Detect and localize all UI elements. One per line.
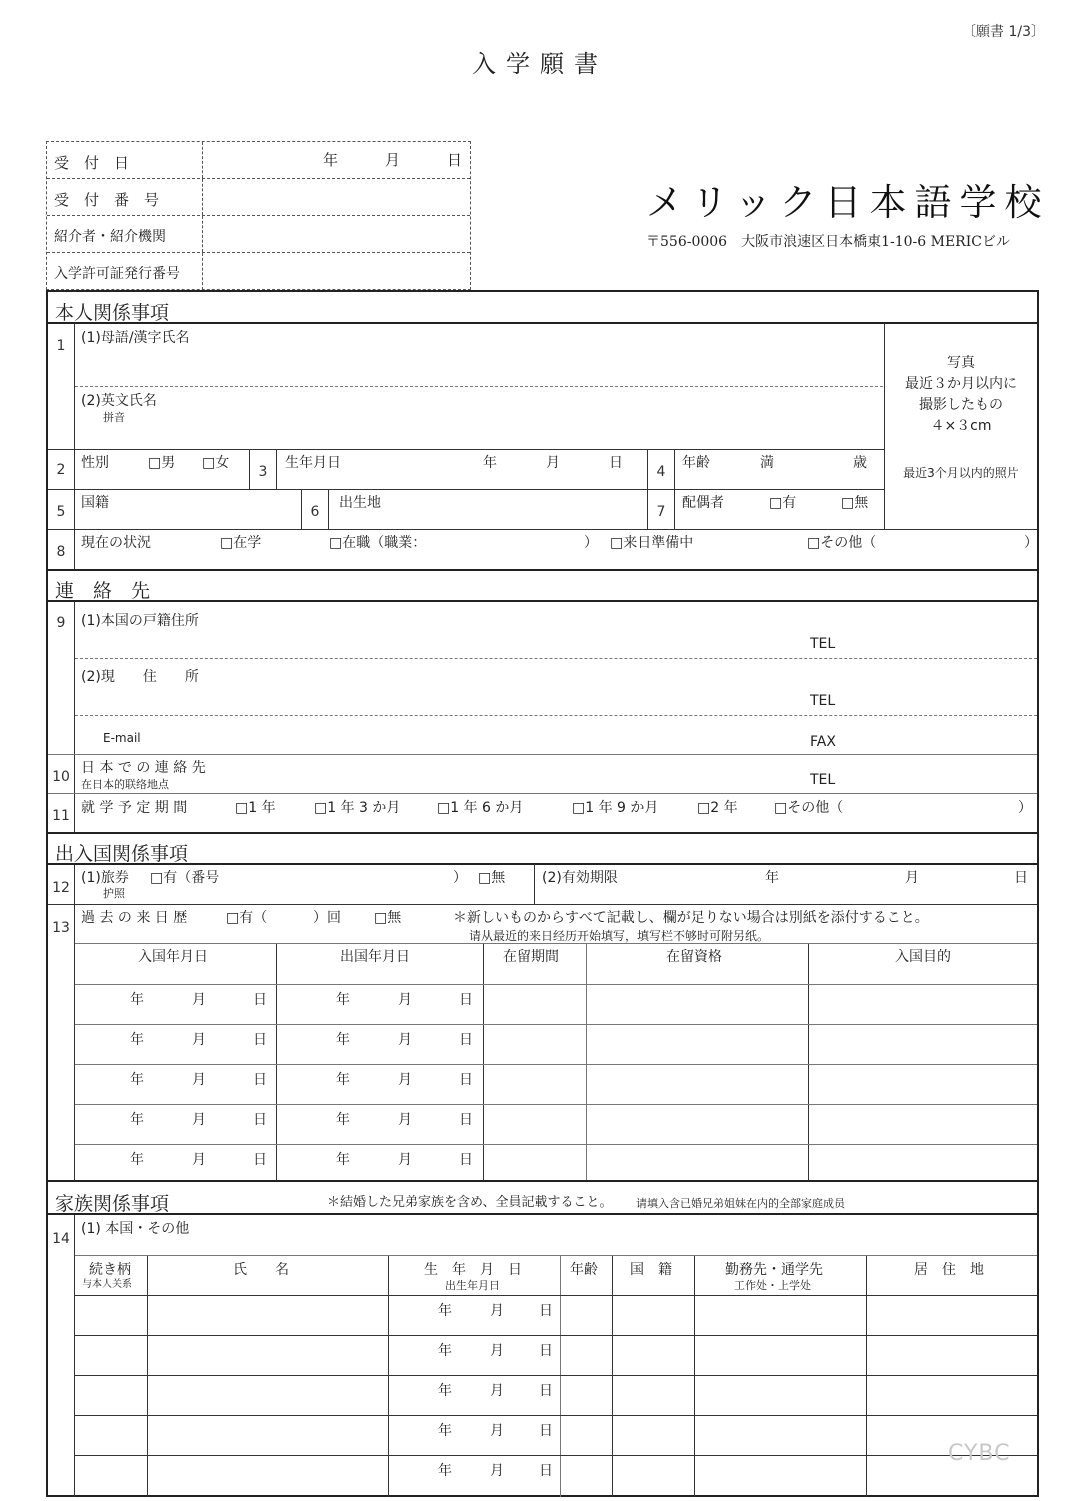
family-dob-month[interactable]: 月 (490, 1303, 504, 1319)
passport-expiry-day[interactable]: 日 (1014, 870, 1028, 886)
row-number-10: 10 (52, 769, 70, 785)
visit-entry-year[interactable]: 年 (130, 1152, 144, 1168)
row-number-4: 4 (656, 464, 666, 480)
reception-date-label: 受 付 日 (47, 142, 203, 178)
visits-header-period: 在留期間 (503, 949, 559, 965)
section-immigration-title: 出入国関係事項 (55, 843, 189, 865)
age-label: 年齢 (682, 455, 710, 471)
family-dob-year[interactable]: 年 (438, 1383, 452, 1399)
visit-entry-month[interactable]: 月 (192, 1032, 206, 1048)
page-indicator: 〔願書 1/3〕 (962, 24, 1045, 40)
native-name-label: (1)母語/漢字氏名 (81, 330, 190, 346)
email-field[interactable] (148, 720, 798, 753)
current-status-label: 現在の状況 (81, 535, 151, 551)
family-note-cn: 请填入含已婚兄弟姐妹在内的全部家庭成员 (636, 1197, 845, 1210)
family-dob-month[interactable]: 月 (490, 1463, 504, 1479)
spouse-no-checkbox[interactable]: □ 無 (841, 496, 868, 510)
visits-header-purpose: 入国目的 (895, 949, 951, 965)
past-visits-none-checkbox[interactable]: □ 無 (374, 911, 401, 925)
passport-has-checkbox[interactable]: □ 有（番号 (150, 871, 219, 885)
status-preparing-checkbox[interactable]: □ 来日準備中 (610, 536, 693, 550)
reception-day: 日 (447, 151, 463, 169)
visit-exit-year[interactable]: 年 (336, 1032, 350, 1048)
age-prefix: 満 (760, 455, 774, 471)
passport-none-checkbox[interactable]: □ 無 (478, 871, 505, 885)
study-period-1y9m-checkbox[interactable]: □ 1 年 9 か月 (572, 801, 658, 815)
row-number-6: 6 (310, 504, 320, 520)
passport-expiry-label: (2)有効期限 (542, 870, 618, 886)
status-other-checkbox[interactable]: □ その他（ (807, 536, 876, 550)
referrer-field[interactable] (204, 216, 470, 252)
family-dob-year[interactable]: 年 (438, 1303, 452, 1319)
past-visits-times[interactable]: ）回 (313, 910, 341, 926)
birthdate-day[interactable]: 日 (609, 455, 623, 471)
birthdate-month[interactable]: 月 (546, 455, 560, 471)
gender-female-checkbox[interactable]: □ 女 (202, 456, 229, 470)
nationality-label: 国籍 (81, 495, 109, 511)
study-period-1y-checkbox[interactable]: □ 1 年 (235, 801, 276, 815)
reception-row-referrer (47, 216, 470, 253)
nationality-field[interactable] (128, 490, 301, 529)
status-employed-checkbox[interactable]: □ 在職（職業： (329, 536, 426, 550)
visits-header-entry: 入国年月日 (138, 949, 208, 965)
row-number-1: 1 (56, 338, 66, 354)
email-label: E-mail (103, 731, 141, 745)
visit-exit-month[interactable]: 月 (398, 1112, 412, 1128)
family-dob-day[interactable]: 日 (539, 1463, 553, 1479)
reception-month: 月 (385, 151, 401, 169)
family-dob-month[interactable]: 月 (490, 1343, 504, 1359)
visit-entry-month[interactable]: 月 (192, 992, 206, 1008)
reception-box (46, 141, 471, 290)
family-dob-year[interactable]: 年 (438, 1343, 452, 1359)
fax-label: FAX (810, 734, 836, 750)
birthplace-field[interactable] (393, 490, 647, 529)
visit-entry-month[interactable]: 月 (192, 1072, 206, 1088)
photo-label: 写真 (947, 355, 975, 371)
visit-exit-month[interactable]: 月 (398, 1152, 412, 1168)
family-dob-year[interactable]: 年 (438, 1423, 452, 1439)
visit-entry-day[interactable]: 日 (253, 1032, 267, 1048)
visit-exit-day[interactable]: 日 (459, 1032, 473, 1048)
row-number-13: 13 (52, 920, 70, 936)
reception-number-field[interactable] (204, 179, 470, 215)
photo-size: ４×３cm (930, 418, 992, 434)
reception-row-permit (47, 253, 470, 290)
study-period-1y3m-checkbox[interactable]: □ 1 年 3 か月 (314, 801, 400, 815)
section-personal-title: 本人関係事項 (55, 302, 170, 324)
visits-header-exit: 出国年月日 (340, 949, 410, 965)
family-dob-day[interactable]: 日 (539, 1303, 553, 1319)
spouse-label: 配偶者 (682, 495, 724, 511)
passport-label: (1)旅券 (81, 870, 129, 886)
visit-exit-day[interactable]: 日 (459, 1112, 473, 1128)
watermark: CYBC (948, 1441, 1011, 1466)
study-period-other-checkbox[interactable]: □ その他（ (774, 801, 843, 815)
study-period-2y-checkbox[interactable]: □ 2 年 (697, 801, 738, 815)
permit-number-field[interactable] (204, 253, 470, 289)
visit-exit-year[interactable]: 年 (336, 992, 350, 1008)
family-header-residence: 居 住 地 (914, 1262, 984, 1278)
current-address-field[interactable] (75, 686, 805, 714)
home-address-label: (1)本国の戸籍住所 (81, 613, 199, 629)
section-contact-title: 連 絡 先 (55, 580, 151, 602)
family-dob-day[interactable]: 日 (539, 1343, 553, 1359)
row-number-9: 9 (56, 615, 66, 631)
photo-instruction-1: 最近３か月以内に (905, 376, 1017, 392)
visit-entry-year[interactable]: 年 (130, 1072, 144, 1088)
passport-number-close: ） (453, 870, 467, 886)
family-header-relation: 続き柄 (89, 1262, 131, 1278)
permit-number-label: 入学許可証発行番号 (47, 253, 203, 290)
gender-label: 性別 (81, 455, 109, 471)
study-period-1y6m-checkbox[interactable]: □ 1 年 6 か月 (437, 801, 523, 815)
visits-header-status: 在留資格 (666, 949, 722, 965)
family-header-name: 氏 名 (233, 1262, 289, 1278)
family-header-dob-cn: 出生年月日 (445, 1279, 500, 1292)
visit-exit-day[interactable]: 日 (459, 1072, 473, 1088)
past-visits-note-jp: ＊新しいものからすべて記載し、欄が足りない場合は別紙を添付すること。 (453, 910, 929, 926)
passport-expiry-month[interactable]: 月 (905, 870, 919, 886)
family-subtitle: (1) 本国・その他 (81, 1221, 190, 1237)
birthdate-year[interactable]: 年 (483, 455, 497, 471)
status-employed-close: ） (584, 535, 598, 551)
family-dob-day[interactable]: 日 (539, 1423, 553, 1439)
referrer-label: 紹介者・紹介機関 (47, 216, 203, 252)
reception-number-label: 受 付 番 号 (47, 179, 203, 215)
family-header-nationality: 国 籍 (630, 1262, 672, 1278)
family-dob-year[interactable]: 年 (438, 1463, 452, 1479)
visit-exit-year[interactable]: 年 (336, 1152, 350, 1168)
spouse-yes-checkbox[interactable]: □ 有 (769, 496, 796, 510)
visit-exit-day[interactable]: 日 (459, 992, 473, 1008)
family-dob-month[interactable]: 月 (490, 1383, 504, 1399)
visit-entry-year[interactable]: 年 (130, 1112, 144, 1128)
study-period-label: 就 学 予 定 期 間 (81, 800, 188, 816)
visit-exit-month[interactable]: 月 (398, 992, 412, 1008)
english-name-label: (2)英文氏名 (81, 393, 157, 409)
reception-year: 年 (323, 151, 339, 169)
visit-exit-day[interactable]: 日 (459, 1152, 473, 1168)
native-name-field[interactable] (75, 347, 883, 385)
visit-entry-year[interactable]: 年 (130, 992, 144, 1008)
photo-instruction-2: 撮影したもの (919, 397, 1003, 413)
home-tel-label: TEL (810, 636, 836, 652)
row-number-12: 12 (52, 880, 70, 896)
family-header-dob: 生 年 月 日 (424, 1262, 522, 1278)
visit-entry-day[interactable]: 日 (253, 1112, 267, 1128)
family-header-workplace-cn: 工作处・上学处 (734, 1279, 811, 1292)
home-address-field[interactable] (75, 630, 805, 657)
row-number-11: 11 (52, 808, 70, 824)
row-number-3: 3 (258, 464, 268, 480)
past-visits-label: 過 去 の 来 日 歴 (81, 910, 188, 926)
visit-exit-month[interactable]: 月 (398, 1032, 412, 1048)
form-title: 入学願書 (472, 50, 608, 78)
row-number-7: 7 (656, 504, 666, 520)
japan-contact-tel-label: TEL (810, 772, 836, 788)
visit-entry-day[interactable]: 日 (253, 1152, 267, 1168)
visit-exit-month[interactable]: 月 (398, 1072, 412, 1088)
family-header-workplace: 勤務先・通学先 (725, 1262, 823, 1278)
family-header-relation-cn: 与本人关系 (82, 1279, 132, 1290)
row-number-5: 5 (56, 504, 66, 520)
reception-row-number (47, 179, 470, 216)
past-visits-has-checkbox[interactable]: □ 有（ (226, 911, 267, 925)
passport-number-field[interactable] (220, 867, 450, 897)
visit-entry-year[interactable]: 年 (130, 1032, 144, 1048)
family-note-jp: ＊結婚した兄弟家族を含め、全員記載すること。 (327, 1195, 613, 1210)
english-name-field[interactable] (168, 392, 883, 448)
visit-exit-year[interactable]: 年 (336, 1112, 350, 1128)
english-name-sub-label: 拼音 (103, 411, 125, 424)
status-student-checkbox[interactable]: □ 在学 (220, 536, 261, 550)
age-suffix[interactable]: 歳 (853, 455, 867, 471)
visit-entry-month[interactable]: 月 (192, 1112, 206, 1128)
family-dob-day[interactable]: 日 (539, 1383, 553, 1399)
gender-male-checkbox[interactable]: □ 男 (148, 456, 175, 470)
status-other-close: ） (1024, 535, 1038, 551)
row-number-2: 2 (56, 462, 66, 478)
passport-expiry-year[interactable]: 年 (765, 870, 779, 886)
photo-note-cn: 最近3个月以内的照片 (903, 466, 1019, 480)
school-address: 〒556-0006 大阪市浪速区日本橋東1-10-6 MERICビル (646, 234, 1010, 250)
birthplace-label: 出生地 (339, 495, 381, 511)
row-number-8: 8 (56, 544, 66, 560)
visit-entry-day[interactable]: 日 (253, 1072, 267, 1088)
visit-exit-year[interactable]: 年 (336, 1072, 350, 1088)
past-visits-note-cn: 请从最近的来日经历开始填写，填写栏不够时可附另纸。 (469, 929, 770, 943)
visit-entry-day[interactable]: 日 (253, 992, 267, 1008)
birthdate-label: 生年月日 (285, 455, 341, 471)
school-name: メリック日本語学校 (646, 181, 1050, 224)
photo-area (885, 323, 1037, 529)
family-header-age: 年齢 (570, 1262, 598, 1278)
reception-row-date (47, 142, 470, 179)
section-family-title: 家族関係事項 (55, 1193, 170, 1215)
current-tel-label: TEL (810, 693, 836, 709)
row-number-14: 14 (52, 1231, 70, 1247)
japan-contact-label-cn: 在日本的联络地点 (81, 778, 169, 791)
application-form (46, 290, 1039, 1497)
japan-contact-label: 日 本 で の 連 絡 先 (81, 760, 206, 776)
current-address-label: (2)現 住 所 (81, 669, 199, 685)
passport-label-cn: 护照 (103, 887, 125, 900)
family-dob-month[interactable]: 月 (490, 1423, 504, 1439)
visit-entry-month[interactable]: 月 (192, 1152, 206, 1168)
study-period-other-close: ） (1018, 800, 1032, 816)
